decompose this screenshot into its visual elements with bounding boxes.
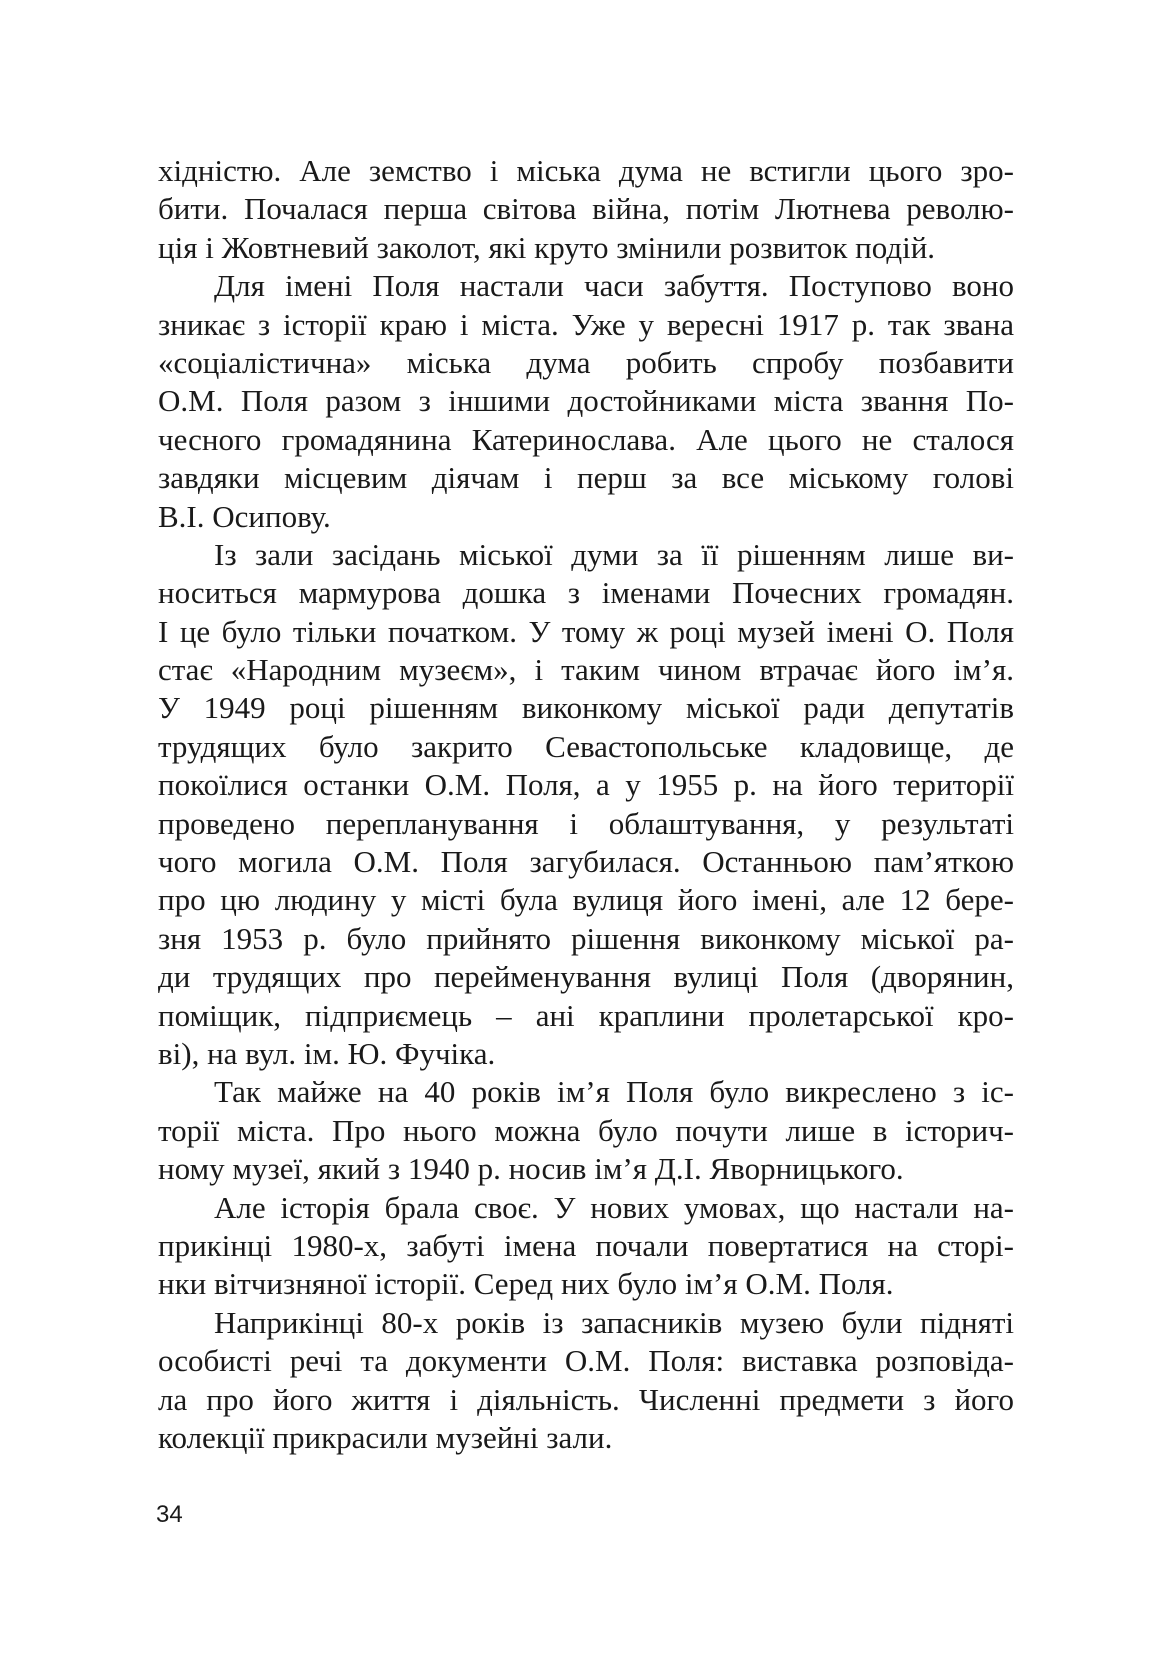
text-line: ди трудящих про перейменування вулиці Поля (дворянин, — [158, 959, 1014, 995]
text-line: хідністю. Але земство і міська дума не встигли цього зро- — [158, 153, 1014, 188]
text-line: трудящих було закрито Севастопольське кладовище, де — [158, 728, 1014, 764]
text-line: Але історія брала своє. У нових умовах, що настали на- — [214, 1189, 1014, 1225]
text-line: поміщик, підприємець – ані краплини пролетарської кро- — [158, 997, 1014, 1033]
text-line: зня 1953 р. було прийнято рішення виконкому міської ра- — [158, 920, 1014, 956]
text-line: стає «Народним музеєм», і таким чином втрачає його ім’я. — [158, 652, 1014, 688]
text-line: покоїлися останки О.М. Поля, а у 1955 р. на його території — [158, 767, 1014, 803]
page-number: 34 — [156, 1501, 183, 1528]
text-line: зникає з історії краю і міста. Уже у вересні 1917 р. так звана — [158, 306, 1014, 342]
text-line: «соціалістична» міська дума робить спробу позбавити — [158, 344, 1014, 380]
text-line: ному музеї, який з 1940 р. носив ім’я Д.І. Яворницького. — [158, 1151, 904, 1187]
text-line: прикінці 1980-х, забуті імена почали повертатися на сторі- — [158, 1227, 1014, 1263]
text-line: носиться мармурова дошка з іменами Почесних громадян. — [158, 575, 1014, 611]
text-line: торії міста. Про нього можна було почути лише в історич- — [158, 1112, 1014, 1148]
text-line: Наприкінці 80-х років із запасників музею були підняті — [214, 1304, 1014, 1340]
text-line: ві), на вул. ім. Ю. Фучіка. — [158, 1035, 496, 1071]
text-line: бити. Почалася перша світова війна, потім Лютнева револю- — [158, 191, 1014, 227]
text-line: Із зали засідань міської думи за її рішенням лише ви- — [214, 536, 1014, 572]
text-line: чесного громадянина Катеринослава. Але цього не сталося — [158, 421, 1014, 457]
text-line: ція і Жовтневий заколот, які круто змінили розвиток подій. — [158, 229, 936, 265]
text-line: Для імені Поля настали часи забуття. Поступово воно — [214, 268, 1014, 304]
text-line: особисті речі та документи О.М. Поля: виставка розповіда- — [158, 1343, 1014, 1379]
text-line: У 1949 році рішенням виконкому міської ради депутатів — [158, 690, 1014, 726]
text-line: колекції прикрасили музейні зали. — [158, 1419, 613, 1455]
text-line: І це було тільки початком. У тому ж році музей імені О. Поля — [158, 613, 1014, 649]
text-line: Так майже на 40 років ім’я Поля було викреслено з іс- — [214, 1074, 1014, 1110]
text-line: чого могила О.М. Поля загубилася. Останньою пам’яткою — [158, 844, 1014, 880]
text-line: ла про його життя і діяльність. Численні предмети з його — [158, 1381, 1014, 1417]
text-line: завдяки місцевим діячам і перш за все міському голові — [158, 460, 1014, 496]
text-line: про цю людину у місті була вулиця його імені, але 12 бере- — [158, 882, 1014, 918]
text-line: О.М. Поля разом з іншими достойниками міста звання По- — [158, 383, 1014, 419]
text-line: проведено перепланування і облаштування, у результаті — [158, 805, 1014, 841]
body-text — [158, 152, 1014, 1457]
text-line: В.І. Осипову. — [158, 498, 331, 534]
text-line: нки вітчизняної історії. Серед них було ім’я О.М. Поля. — [158, 1266, 894, 1302]
